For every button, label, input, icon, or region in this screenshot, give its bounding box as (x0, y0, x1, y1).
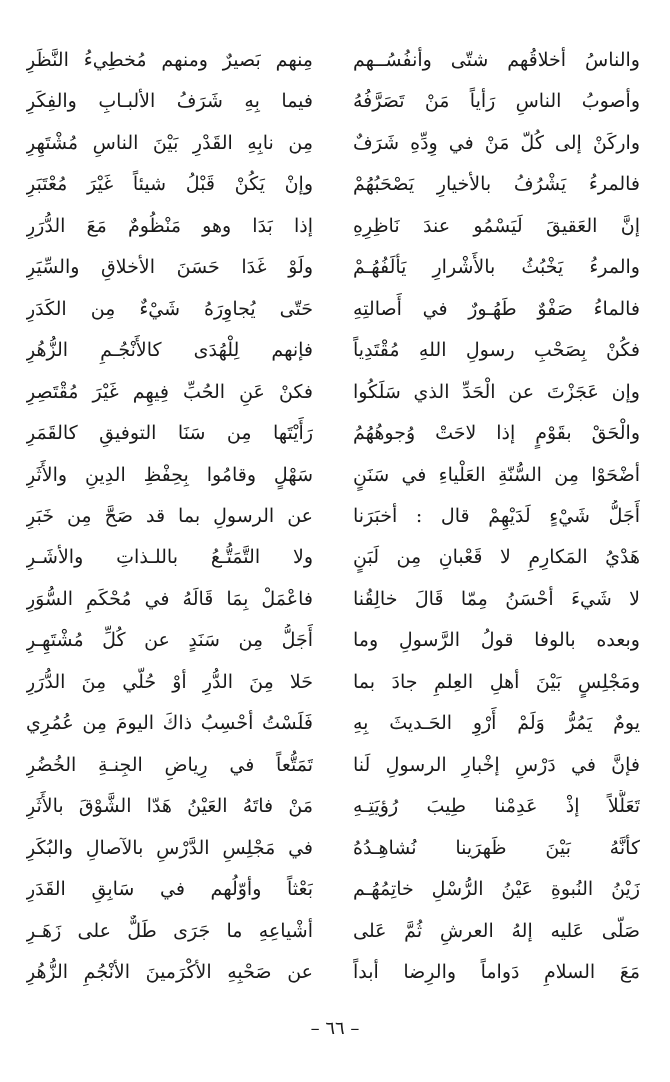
verse-second-hemistich: بَعْثاً وأوّلُهم في سَابِقِ القَدَرِ (26, 878, 313, 901)
verse-first-hemistich: مَعَ السلامِ دَواماً والرِضا أبداً (353, 960, 640, 983)
verse-second-hemistich: سَهْلٍ وقامُوا بِحِفْظِ الدِينِ والأَثَرِ (26, 463, 313, 486)
verse-second-hemistich: فإنهم لِلْهُدَى كالأَنْجُـمِ الزُّهُرِ (26, 339, 313, 362)
verse-second-hemistich: فيما بِهِ شَرَفُ الألبـابِ والفِكَرِ (26, 90, 313, 113)
verse-second-hemistich: حَتّى يُجاوِرَهُ شَيْءٌ مِن الكَدَرِ (26, 297, 313, 320)
verse-second-hemistich: وإنْ يَكُنْ قَبْلُ شيئاً غَيْرَ مُعْتَبَرِ (26, 173, 313, 196)
verse-second-hemistich: مِن نابِهِ القَدْرِ بَيْنَ الناسِ مُشْتَهِرِ (26, 131, 313, 154)
verse-second-hemistich: عن صَحْبِهِ الأكْرَمينَ الأنْجُمِ الزُّهُرِ (26, 960, 313, 983)
verse-first-hemistich: واركَنْ إلى كُلّ مَنْ في وِدِّهِ شَرَفٌ (353, 131, 640, 154)
verse-first-hemistich: أضْحَوْا مِن السُّنّةِ العَلْياءِ في سَنَنٍ (353, 463, 640, 486)
verse-first-hemistich: لا شَيءَ أحْسَنُ مِمّا قَالَ خالِقُنا (353, 587, 640, 610)
verse-first-hemistich: والناسُ أخلاقُهم شتّى وأنفُسُــهم (353, 49, 640, 71)
verse-first-hemistich: كأنَّهُ بَيْنَ ظَهرَينا نُشاهِـدُهُ (353, 836, 640, 859)
verse-first-hemistich: هَدْيُ المَكارِمِ لا قَعْبانِ مِن لَبَنٍ (353, 546, 640, 569)
verse-first-hemistich: فكُنْ بِصَحْبِ رسولِ اللهِ مُقْتَدِياً (353, 339, 640, 362)
verse-first-hemistich: والمرءُ يَخْبُثُ بالأَشْرارِ يَألَفُهُـمْ (353, 256, 640, 279)
verse-first-hemistich: وأصوبُ الناسِ رَأياً مَنْ تَصَرَّفُهُ (353, 90, 640, 113)
verse-first-hemistich: وإن عَجَزْتَ عن الْحَدِّ الذي سَلَكُوا (353, 380, 640, 403)
verse-first-hemistich: فالمرءُ يَشْرُفُ بالأخيارِ يَصْحَبُهُمْ (353, 173, 640, 196)
verse-second-hemistich: ولَوْ غَدَا حَسَنَ الأخلاقِ والسِّيَرِ (26, 256, 313, 279)
verse-first-hemistich: ومَجْلِسٍ بَيْنَ أهلِ العِلمِ جادَ بما (353, 670, 640, 693)
verse-first-hemistich: والْحَقْ بقَوْمٍ إذا لاحَتْ وُجوهُهُمُ (353, 422, 640, 445)
verse-first-hemistich: صَلّى عَليه إلهُ العرشِ ثُمَّ عَلى (353, 919, 640, 942)
verse-first-hemistich: أَجَلُّ شَيْءٍ لَدَيْهِمْ قال : أخبَرَنا (353, 504, 640, 527)
poem-left-column (26, 44, 313, 988)
verse-first-hemistich: تَعَلُّلاً إذْ عَدِمْنا طِيبَ رُؤيَتِـهِ (353, 795, 640, 818)
verse-second-hemistich: أَجَلُّ مِن سَنَدٍ عن كُلِّ مُشْتَهِـرِ (26, 629, 313, 652)
verse-first-hemistich: وبعده بالوفا قولُ الرَّسولِ وما (353, 629, 640, 652)
verse-second-hemistich: ولا التَّمَتُّـعُ باللـذاتِ والأشَـرِ (26, 546, 313, 569)
page-number: – ٦٦ – (310, 1018, 360, 1039)
verse-first-hemistich: إنَّ العَقيقَ لَيَسْمُو عندَ نَاظِرِهِ (353, 214, 640, 237)
verse-second-hemistich: حَلا مِنَ الدُّرِ أوْ حُلّي مِنَ الدُّرَرِ (26, 670, 313, 693)
verse-second-hemistich: رَأَيْتَها مِن سَنَا التوفيقِ كالقَمَرِ (26, 422, 313, 445)
verse-second-hemistich: فَلَسْتُ أحْسِبُ ذاكَ اليومَ مِن عُمُرِي (26, 712, 313, 735)
verse-second-hemistich: عن الرسولِ بما قد صَحَّ مِن خَبَرِ (26, 504, 313, 527)
verse-second-hemistich: أشْياعِهِ ما جَرَى طَلٌّ على زَهَـرِ (26, 919, 313, 942)
verse-first-hemistich: فإنَّ في دَرْسِ إخْبارِ الرسولِ لَنا (353, 753, 640, 776)
poem-body (26, 44, 640, 988)
verse-second-hemistich: تَمَتُّعاً في رِياضِ الجِنـةِ الخُضُرِ (26, 753, 313, 776)
verse-second-hemistich: في مَجْلِسِ الدَّرْسِ بالآصالِ والبُكَرِ (26, 836, 313, 859)
verse-second-hemistich: مِنهم بَصيرٌ ومنهم مُخطِيءُ النَّظَرِ (26, 49, 313, 71)
verse-first-hemistich: يومٌ يَمُرُّ وَلَمْ أَرْوِ الحَـديثَ بِهِ (353, 712, 640, 735)
poem-right-column (353, 44, 640, 988)
verse-second-hemistich: فاعْمَلْ بِمَا قَالَهُ في مُحْكَمِ السُّوَرِ (26, 587, 313, 610)
verse-first-hemistich: زَيْنُ النُبوةِ عَيْنُ الرُّسْلِ خاتِمُهُـم (353, 878, 640, 901)
verse-second-hemistich: فكنْ عَنِ الحُبِّ فِيهِم غَيْرَ مُقْتَصِرِ (26, 380, 313, 403)
verse-second-hemistich: إذا بَدَا وهو مَنْظُومٌ مَعَ الدُّرَرِ (26, 214, 313, 237)
verse-first-hemistich: فالماءُ صَفْوٌ طَهُـورٌ في أَصالتِهِ (353, 297, 640, 320)
verse-second-hemistich: مَنْ فاتَهُ العَيْنُ هَدّا الشَّوْقَ بالأَثَرِ (26, 795, 313, 818)
